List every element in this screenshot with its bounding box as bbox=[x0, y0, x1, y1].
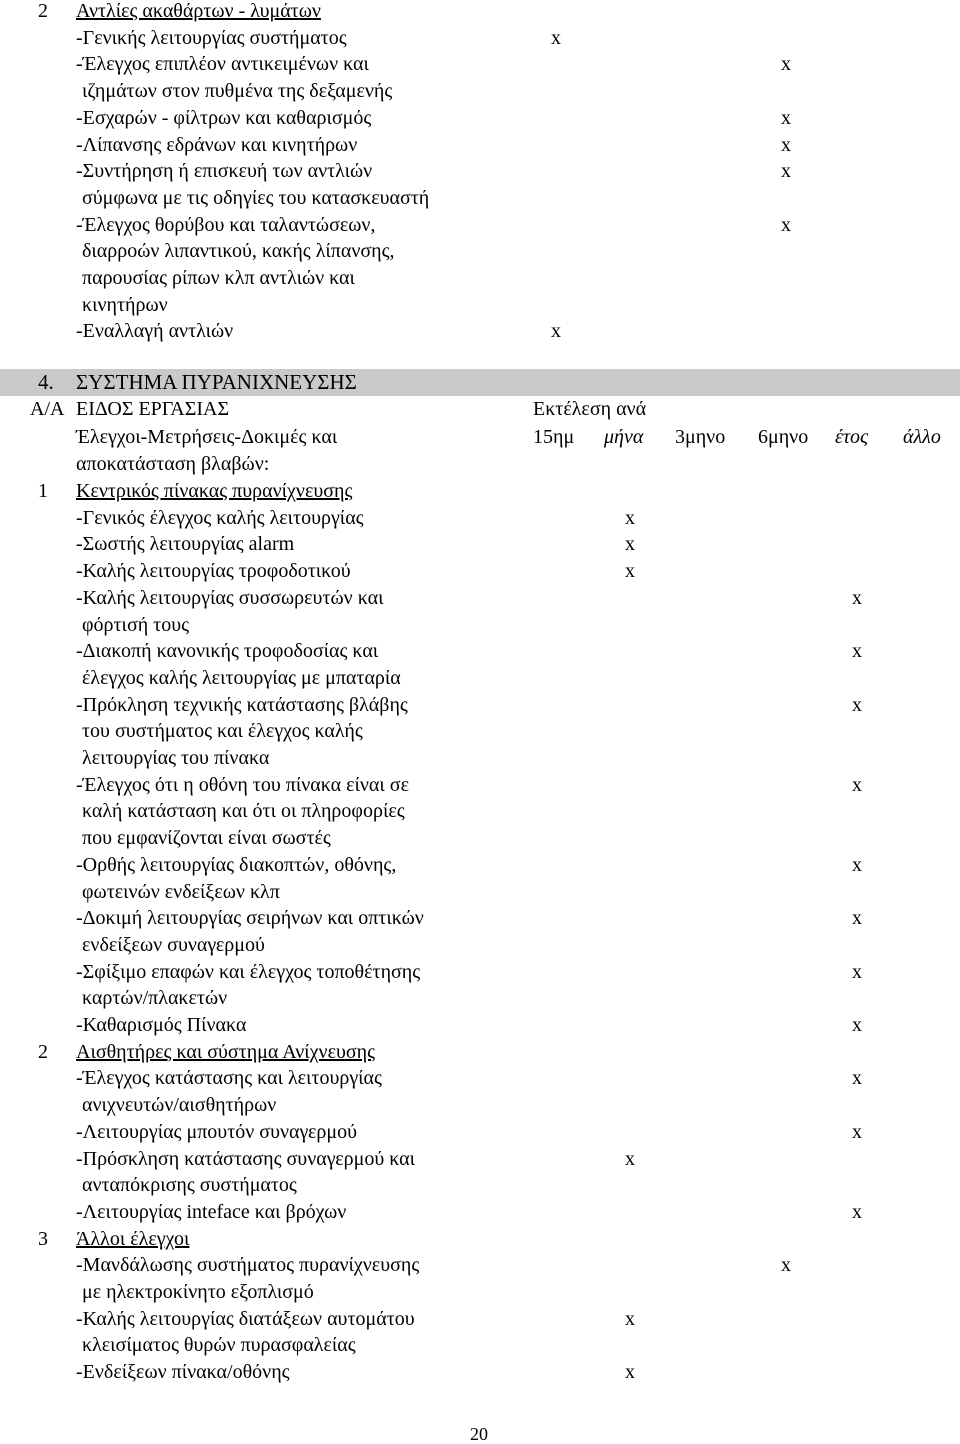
group-number: 1 bbox=[38, 480, 48, 502]
period-3m: 3μηνο bbox=[675, 426, 726, 448]
task-text: -Έλεγχος ότι η οθόνη του πίνακα είναι σε bbox=[76, 773, 409, 796]
frequency-mark: x bbox=[852, 693, 862, 716]
pumps-row-line bbox=[0, 318, 960, 345]
group-number: 2 bbox=[38, 0, 48, 22]
frequency-mark: x bbox=[852, 907, 862, 930]
task-text: -Σωστής λειτουργίας alarm bbox=[76, 533, 295, 556]
group-row-line bbox=[0, 1092, 960, 1119]
task-text: -Πρόσκληση κατάστασης συναγερμού και bbox=[76, 1147, 415, 1170]
pumps-row-line bbox=[0, 78, 960, 105]
task-text: -Καθαρισμός Πίνακα bbox=[76, 1014, 247, 1036]
task-text: του συστήματος και έλεγχος καλής bbox=[82, 720, 363, 743]
group-title: Άλλοι έλεγχοι bbox=[76, 1227, 190, 1250]
frequency-mark: x bbox=[625, 1307, 635, 1330]
group-title: Κεντρικός πίνακας πυρανίχνευσης bbox=[76, 480, 353, 502]
task-text: ανιχνευτών/αισθητήρων bbox=[82, 1094, 277, 1117]
task-text: -Ορθής λειτουργίας διακοπτών, οθόνης, bbox=[76, 853, 397, 876]
group-row-line bbox=[0, 825, 960, 852]
period-month: μήνα bbox=[604, 426, 644, 448]
period-other: άλλο bbox=[903, 426, 941, 448]
task-text: έλεγχος καλής λειτουργίας με μπαταρία bbox=[82, 666, 401, 689]
pumps-row-line bbox=[0, 132, 960, 159]
pumps-row-line bbox=[0, 158, 960, 185]
task-text: σύμφωνα με τις οδηγίες του κατασκευαστή bbox=[82, 186, 430, 209]
task-text: -Πρόκληση τεχνικής κατάστασης βλάβης bbox=[76, 693, 408, 716]
task-text: φωτεινών ενδείξεων κλπ bbox=[82, 880, 280, 903]
pumps-row-line bbox=[0, 105, 960, 132]
pumps-row-line bbox=[0, 238, 960, 265]
frequency-mark: x bbox=[852, 1067, 862, 1090]
group-heading bbox=[0, 0, 960, 25]
section-title: ΣΥΣΤΗΜΑ ΠΥΡΑΝΙΧΝΕΥΣΗΣ bbox=[76, 370, 357, 394]
pumps-row-line bbox=[0, 292, 960, 319]
group-row-line bbox=[0, 1306, 960, 1333]
group-row-line bbox=[0, 1012, 960, 1039]
group-row-line bbox=[0, 932, 960, 959]
frequency-mark: x bbox=[852, 1014, 862, 1036]
frequency-mark: x bbox=[551, 26, 561, 49]
task-text: -Συντήρηση ή επισκευή των αντλιών bbox=[76, 160, 373, 183]
col-kind-sub1: Έλεγχοι-Μετρήσεις-Δοκιμές και bbox=[76, 426, 338, 448]
frequency-mark: x bbox=[551, 320, 561, 343]
group-row-line bbox=[0, 505, 960, 532]
task-text: παρουσίας ρίπων κλπ αντλιών και bbox=[82, 267, 355, 289]
group-row-line bbox=[0, 772, 960, 799]
frequency-mark: x bbox=[781, 53, 791, 76]
task-text: -Καλής λειτουργίας τροφοδοτικού bbox=[76, 560, 351, 583]
frequency-mark: x bbox=[852, 960, 862, 983]
pumps-row-line bbox=[0, 265, 960, 292]
group-row-line bbox=[0, 745, 960, 772]
task-text: διαρροών λιπαντικού, κακής λίπανσης, bbox=[82, 240, 395, 263]
frequency-mark: x bbox=[781, 1254, 791, 1277]
group-title: Αντλίες ακαθάρτων - λυμάτων bbox=[76, 0, 321, 22]
group-row-line bbox=[0, 879, 960, 906]
task-text: -Καλής λειτουργίας συσσωρευτών και bbox=[76, 586, 384, 609]
group-title: Αισθητήρες και σύστημα Ανίχνευσης bbox=[76, 1040, 376, 1063]
frequency-mark: x bbox=[781, 106, 791, 129]
task-text: κινητήρων bbox=[82, 293, 168, 316]
period-year: έτος bbox=[835, 426, 869, 448]
group-row-line bbox=[0, 1119, 960, 1146]
frequency-mark: x bbox=[852, 853, 862, 876]
group-heading bbox=[0, 1226, 960, 1253]
frequency-mark: x bbox=[781, 160, 791, 183]
col-kind-header: ΕΙΔΟΣ ΕΡΓΑΣΙΑΣ bbox=[76, 398, 230, 420]
frequency-mark: x bbox=[781, 133, 791, 156]
task-text: -Γενικής λειτουργίας συστήματος bbox=[76, 26, 347, 49]
group-row-line bbox=[0, 798, 960, 825]
task-text: καρτών/πλακετών bbox=[82, 987, 228, 1010]
task-text: -Εσχαρών - φίλτρων και καθαρισμός bbox=[76, 106, 372, 129]
task-text: -Δοκιμή λειτουργίας σειρήνων και οπτικών bbox=[76, 907, 424, 930]
task-text: -Λίπανσης εδράνων και κινητήρων bbox=[76, 133, 358, 156]
group-row-line bbox=[0, 852, 960, 879]
group-row-line bbox=[0, 1146, 960, 1173]
group-row-line bbox=[0, 638, 960, 665]
task-text: -Ενδείξεων πίνακα/οθόνης bbox=[76, 1361, 290, 1384]
col-kind-sub2: αποκατάσταση βλαβών: bbox=[76, 453, 270, 475]
group-heading bbox=[0, 1039, 960, 1066]
task-text: -Λειτουργίας inteface και βρόχων bbox=[76, 1200, 347, 1223]
group-row-line bbox=[0, 1065, 960, 1092]
frequency-mark: x bbox=[852, 773, 862, 796]
group-row-line bbox=[0, 985, 960, 1012]
group-number: 2 bbox=[38, 1040, 48, 1063]
group-row-line bbox=[0, 1359, 960, 1386]
task-text: -Έλεγχος θορύβου και ταλαντώσεων, bbox=[76, 213, 376, 236]
group-heading bbox=[0, 478, 960, 505]
group-row-line bbox=[0, 905, 960, 932]
group-row-line bbox=[0, 959, 960, 986]
task-text: κλεισίματος θυρών πυρασφαλείας bbox=[82, 1334, 356, 1357]
period-6m: 6μηνο bbox=[758, 426, 809, 448]
table-header-row bbox=[0, 396, 960, 423]
group-row-line bbox=[0, 692, 960, 719]
frequency-mark: x bbox=[781, 213, 791, 236]
table-subheader-row-2 bbox=[0, 451, 960, 478]
task-text: φόρτισή τους bbox=[82, 613, 190, 636]
task-text: -Διακοπή κανονικής τροφοδοσίας και bbox=[76, 640, 379, 663]
col-aa-header: Α/Α bbox=[30, 398, 65, 420]
task-text: ενδείξεων συναγερμού bbox=[82, 933, 265, 956]
exec-label: Εκτέλεση ανά bbox=[533, 398, 647, 420]
frequency-mark: x bbox=[852, 1200, 862, 1223]
group-row-line bbox=[0, 558, 960, 585]
frequency-mark: x bbox=[625, 1147, 635, 1170]
section-number: 4. bbox=[38, 370, 54, 394]
pumps-row-line bbox=[0, 25, 960, 52]
task-text: -Γενικός έλεγχος καλής λειτουργίας bbox=[76, 506, 364, 529]
group-row-line bbox=[0, 1199, 960, 1226]
group-row-line bbox=[0, 1252, 960, 1279]
task-text: που εμφανίζονται είναι σωστές bbox=[82, 827, 331, 850]
group-number: 3 bbox=[38, 1227, 48, 1250]
group-row-line bbox=[0, 531, 960, 558]
task-text: -Καλής λειτουργίας διατάξεων αυτομάτου bbox=[76, 1307, 415, 1330]
task-text: -Λειτουργίας μπουτόν συναγερμού bbox=[76, 1120, 357, 1143]
group-row-line bbox=[0, 718, 960, 745]
frequency-mark: x bbox=[625, 560, 635, 583]
frequency-mark: x bbox=[852, 640, 862, 663]
task-text: -Σφίξιμο επαφών και έλεγχος τοποθέτησης bbox=[76, 960, 421, 983]
task-text: -Μανδάλωσης συστήματος πυρανίχνευσης bbox=[76, 1254, 420, 1277]
task-text: ανταπόκρισης συστήματος bbox=[82, 1174, 297, 1197]
table-subheader-row bbox=[0, 424, 960, 451]
group-row-line bbox=[0, 665, 960, 692]
group-row-line bbox=[0, 1172, 960, 1199]
task-text: ιζημάτων στον πυθμένα της δεξαμενής bbox=[82, 80, 393, 103]
task-text: -Έλεγχος επιπλέον αντικειμένων και bbox=[76, 53, 369, 76]
page-number: 20 bbox=[470, 1424, 488, 1444]
group-row-line bbox=[0, 1279, 960, 1306]
task-text: με ηλεκτροκίνητο εξοπλισμό bbox=[82, 1281, 314, 1303]
frequency-mark: x bbox=[852, 586, 862, 609]
frequency-mark: x bbox=[625, 533, 635, 556]
group-row-line bbox=[0, 612, 960, 639]
frequency-mark: x bbox=[625, 506, 635, 529]
period-15d: 15ημ bbox=[533, 426, 575, 448]
task-text: καλή κατάσταση και ότι οι πληροφορίες bbox=[82, 800, 405, 823]
task-text: λειτουργίας του πίνακα bbox=[82, 747, 270, 769]
task-text: -Έλεγχος κατάστασης και λειτουργίας bbox=[76, 1067, 382, 1090]
frequency-mark: x bbox=[852, 1120, 862, 1143]
frequency-mark: x bbox=[625, 1361, 635, 1384]
pumps-row-line bbox=[0, 212, 960, 239]
group-row-line bbox=[0, 1332, 960, 1359]
pumps-row-line bbox=[0, 185, 960, 212]
section-title-row bbox=[0, 369, 960, 396]
group-row-line bbox=[0, 585, 960, 612]
task-text: -Εναλλαγή αντλιών bbox=[76, 320, 234, 343]
pumps-row-line bbox=[0, 51, 960, 78]
